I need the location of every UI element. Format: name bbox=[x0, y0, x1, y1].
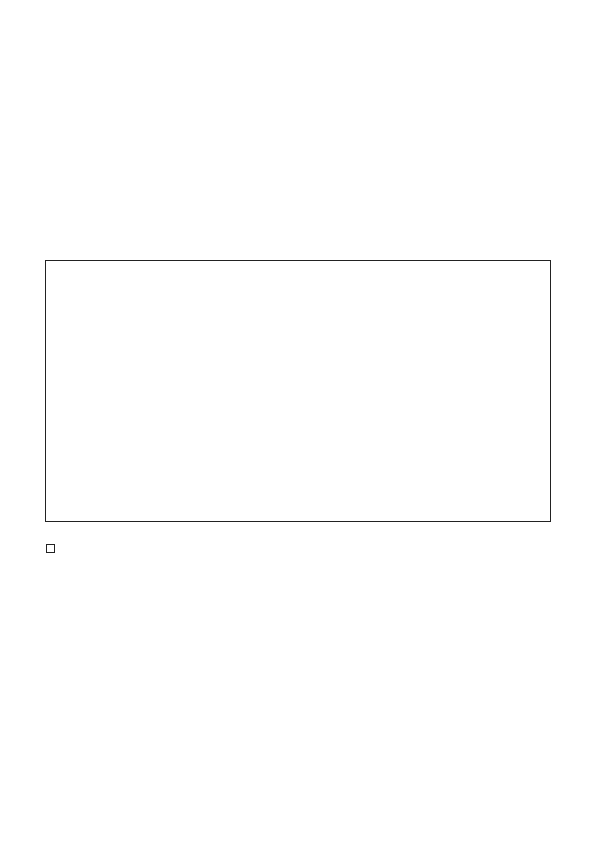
section-heading bbox=[46, 543, 63, 558]
document-return-notice-box bbox=[45, 260, 551, 522]
square-bullet-icon bbox=[46, 544, 55, 553]
